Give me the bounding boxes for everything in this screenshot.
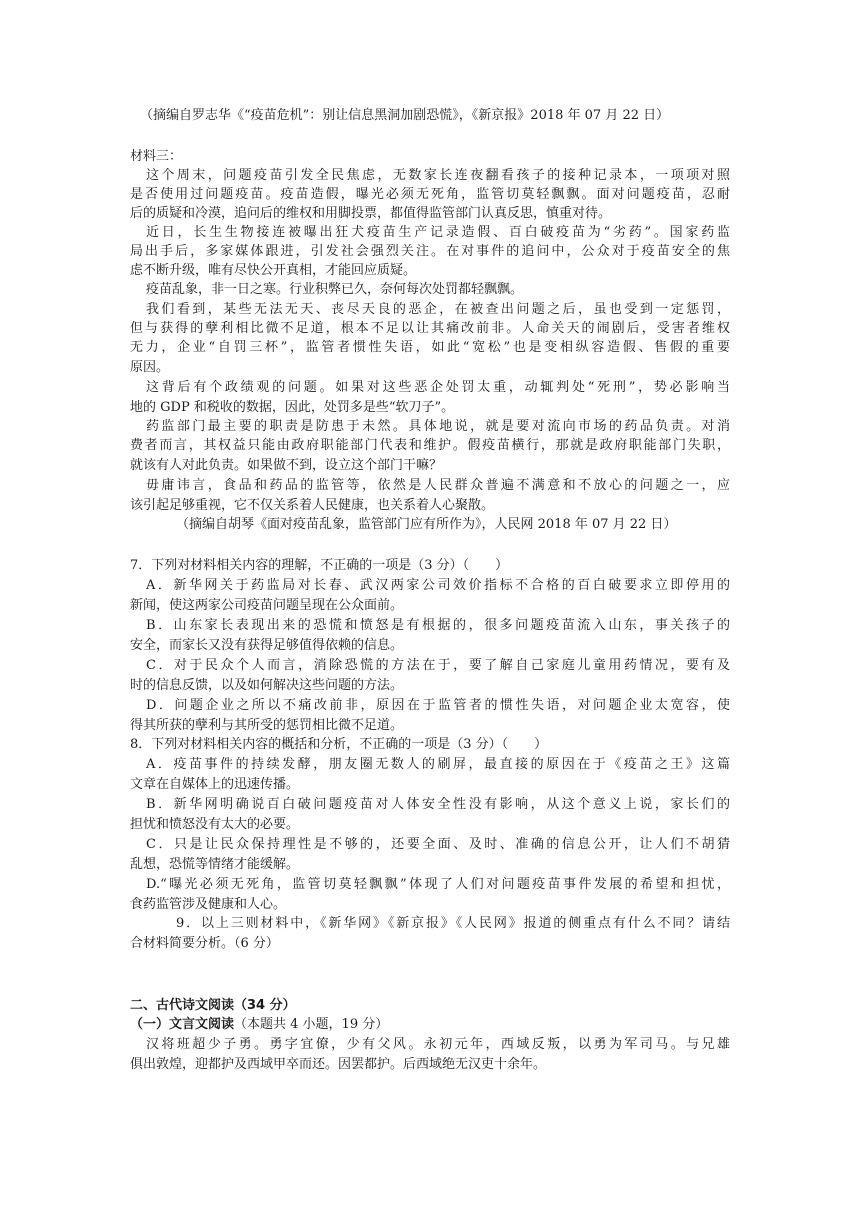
material3-heading: 材料三： [130,149,183,164]
option-line: 安全，而家长又没有获得足够值得依赖的信息。 [130,638,404,653]
question-9-line: 合材料简要分析。（6 分） [130,936,279,951]
paragraph-line: 疫苗乱象，非一日之寒。行业积弊已久，奈何每次处罚都轻飘飘。 [146,282,524,297]
option-line: 文章在自媒体上的迅速传播。 [130,777,300,792]
paragraph-line: 这背后有个政绩观的问题。如果对这些恶企处罚太重，动辄判处“死刑”，势必影响当 [146,380,730,395]
classical-text-line: 汉将班超少子勇。勇字宜僚，少有父风。永初元年，西域反叛，以勇为军司马。与兄雄 [146,1037,730,1052]
question-7-stem: 7．下列对材料相关内容的理解，不正确的一项是（3 分）（ ） [130,558,509,573]
paragraph-line: 我们看到，某些无法无天、丧尽天良的恶企，在被查出问题之后，虽也受到一定惩罚， [146,302,730,317]
option-line: C．对于民众个人而言，消除恐慌的方法在于，要了解自己家庭儿童用药情况，要有及 [146,658,730,673]
paragraph-line: 地的 GDP 和税收的数据，因此，处罚多是些“软刀子”。 [130,400,455,415]
paragraph-line: 毋庸讳言，食品和药品的监管等，依然是人民群众普遍不满意和不放心的问题之一，应 [146,478,730,493]
option-line: 时的信息反馈，以及如何解决这些问题的方法。 [130,678,404,693]
option-line: A．新华网关于药监局对长春、武汉两家公司效价指标不合格的百白破要求立即停用的 [146,578,730,593]
option-line: A．疫苗事件的持续发酵，朋友圈无数人的刷屏，最直接的原因在于《疫苗之王》这篇 [146,757,730,772]
option-line: 担忧和愤怒没有太大的必要。 [130,817,300,832]
classical-text-line: 俱出敦煌，迎都护及西域甲卒而还。因罢都护。后西域绝无汉吏十余年。 [130,1057,547,1072]
option-line: B．山东家长表现出来的恐慌和愤怒是有根据的，很多问题疫苗流入山东，事关孩子的 [146,618,730,633]
paragraph-line: 无力，企业“自罚三杯”，监管者惯性失语，如此“宽松”也是变相纵容造假、售假的重要 [130,340,730,355]
subtitle-rest: （本题共 4 小题，19 分） [234,1017,389,1032]
option-line: 得其所获的孽利与其所受的惩罚相比微不足道。 [130,718,404,733]
paragraph-line: 费者而言，其权益只能由政府职能部门代表和维护。假疫苗横行，那就是政府职能部门失职， [130,438,730,453]
paragraph-line: 近日，长生生物接连被曝出狂犬疫苗生产记录造假、百白破疫苗为“劣药”。国家药监 [146,225,730,240]
option-line: D．问题企业之所以不痛改前非，原因在于监管者的惯性失语，对问题企业太宽容，使 [146,698,730,713]
paragraph-line: 原因。 [130,360,170,375]
option-line: 食药监管涉及健康和人心。 [130,897,287,912]
option-line: 乱想，恐慌等情绪才能缓解。 [130,857,300,872]
option-line: C．只是让民众保持理性是不够的，还要全面、及时、准确的信息公开，让人们不胡猜 [146,837,730,852]
subtitle-bold: （一）文言文阅读 [130,1017,235,1032]
paragraph-line: 是否使用过问题疫苗。疫苗造假，曝光必须无死角，监管切莫轻飘飘。面对问题疫苗，忍耐 [130,187,730,202]
option-line: B．新华网明确说百白破问题疫苗对人体安全性没有影响，从这个意义上说，家长们的 [146,797,730,812]
paragraph-line: 该引起足够重视，它不仅关系着人民健康，也关系着人心聚散。 [130,498,495,513]
source-citation-1: （摘编自罗志华《“疫苗危机”：别让信息黑洞加剧恐慌》，《新京报》2018 年 07 月 22 日） [140,108,670,123]
question-9-line: 9．以上三则材料中，《新华网》《新京报》《人民网》报道的侧重点有什么不同？请结 [176,916,730,931]
paragraph-line: 后的质疑和冷漠，追问后的维权和用脚投票，都值得监管部门认真反思，慎重对待。 [130,206,612,221]
paragraph-line: 虑不断升级，唯有尽快公开真相，才能回应质疑。 [130,263,417,278]
source-citation-2: （摘编自胡琴《面对疫苗乱象，监管部门应有所作为》，人民网 2018 年 07 月 22 日） [176,517,677,532]
paragraph-line: 药监部门最主要的职责是防患于未然。具体地说，就是要对流向市场的药品负责。对消 [146,419,730,434]
question-8-stem: 8．下列对材料相关内容的概括和分析，不正确的一项是（3 分）（ ） [130,737,548,752]
paragraph-line: 就该有人对此负责。如果做不到，设立这个部门干嘛？ [130,458,443,473]
paragraph-line: 局出手后，多家媒体跟进，引发社会强烈关注。在对事件的追问中，公众对于疫苗安全的焦 [130,244,730,259]
section-2-title: 二、古代诗文阅读（34 分） [130,998,296,1013]
section-2-subtitle [130,1015,730,1034]
paragraph-line: 但与获得的孽利相比微不足道，根本不足以让其痛改前非。人命关天的闹剧后，受害者维权 [130,321,730,336]
option-line: D.“曝光必须无死角，监管切莫轻飘飘”体现了人们对问题疫苗事件发展的希望和担忧， [146,877,730,892]
option-line: 新闻，使这两家公司疫苗问题呈现在公众面前。 [130,598,404,613]
paragraph-line: 这个周末，问题疫苗引发全民焦虑，无数家长连夜翻看孩子的接种记录本，一项项对照 [146,168,730,183]
